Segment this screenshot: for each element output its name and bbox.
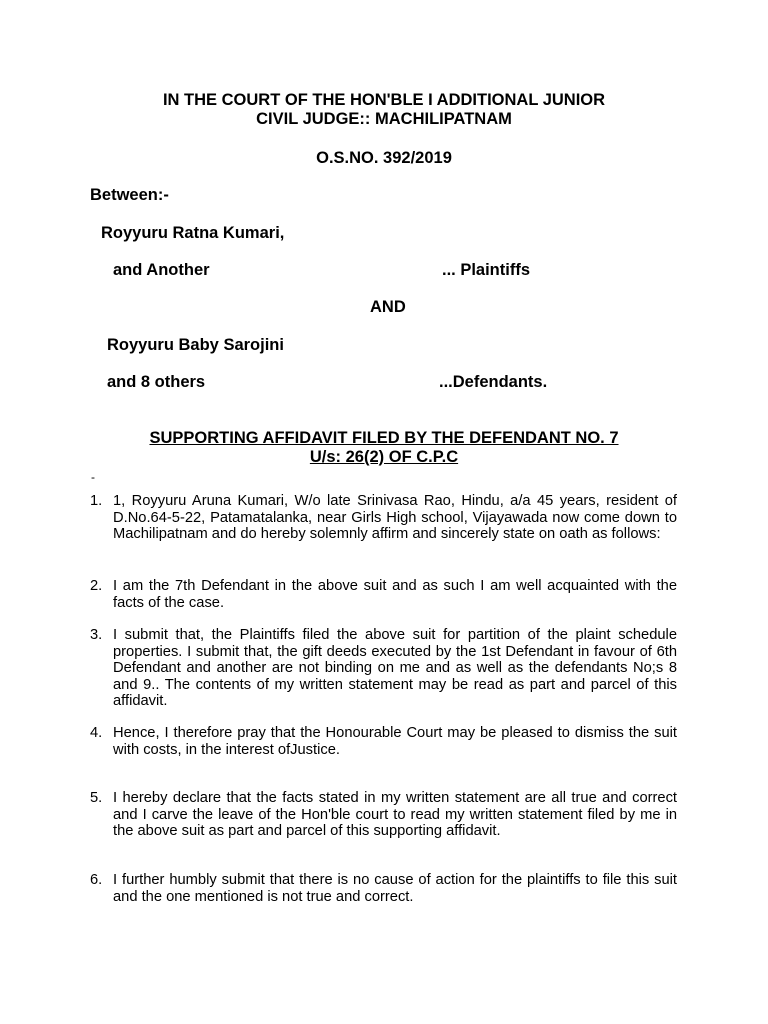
paragraph-number: 4. xyxy=(90,725,103,741)
case-number: O.S.NO. 392/2019 xyxy=(316,149,452,167)
court-heading-line-1: IN THE COURT OF THE HON'BLE I ADDITIONAL JUNIOR xyxy=(162,91,606,109)
paragraph-text: Hence, I therefore pray that the Honourable Court may be pleased to dismiss the suit with costs, in the interest ofJustice. xyxy=(113,725,677,758)
paragraph-text: I am the 7th Defendant in the above suit and as such I am well acquainted with the facts of the case. xyxy=(113,578,677,611)
plaintiff-role: ... Plaintiffs xyxy=(442,261,531,279)
paragraph-number: 3. xyxy=(90,627,103,643)
paragraph-number: 6. xyxy=(90,872,103,888)
affidavit-title xyxy=(60,429,708,467)
paragraph-4 xyxy=(90,725,677,758)
paragraph-1 xyxy=(90,493,677,543)
affidavit-title-line-1: SUPPORTING AFFIDAVIT FILED BY THE DEFENDANT NO. 7 xyxy=(149,429,619,447)
paragraph-text: I submit that, the Plaintiffs filed the above suit for partition of the plaint schedule properties. I submit that, the gift deeds executed by the 1st Defendant in favour of 6th Defendant and another are not binding on me and as well as the defendants No;s 8 and 9.. The contents of my written statement may be read as part and parcel of this affidavit. xyxy=(113,627,677,709)
court-heading-line-2: CIVIL JUDGE:: MACHILIPATNAM xyxy=(256,110,512,128)
paragraph-number: 1. xyxy=(90,493,103,509)
paragraph-3 xyxy=(90,627,677,710)
paragraph-5 xyxy=(90,790,677,840)
and-label: AND xyxy=(370,298,406,316)
defendant-and-others: and 8 others xyxy=(107,373,206,391)
paragraph-number: 5. xyxy=(90,790,103,806)
paragraph-number: 2. xyxy=(90,578,103,594)
between-label: Between:- xyxy=(90,186,169,204)
affidavit-title-line-2: U/s: 26(2) OF C.P.C xyxy=(309,448,459,466)
court-heading xyxy=(80,91,688,129)
paragraph-text: I further humbly submit that there is no cause of action for the plaintiffs to file this suit and the one mentioned is not true and correct. xyxy=(113,872,677,905)
paragraph-6 xyxy=(90,872,677,905)
defendant-name: Royyuru Baby Sarojini xyxy=(107,336,284,354)
defendant-role: ...Defendants. xyxy=(439,373,548,391)
plaintiff-name: Royyuru Ratna Kumari, xyxy=(101,224,285,242)
stray-dash: - xyxy=(91,470,95,484)
paragraph-text: 1, Royyuru Aruna Kumari, W/o late Srinivasa Rao, Hindu, a/a 45 years, resident of D.No.64-5-22, Patamatalanka, near Girls High school, Vijayawada now come down to Machilipatnam and do hereby solemnly affirm and sincerely state on oath as follows: xyxy=(113,493,677,542)
paragraph-text: I hereby declare that the facts stated in my written statement are all true and correct and I carve the leave of the Hon'ble court to read my written statement filed by me in the above suit as part and parcel of this supporting affidavit. xyxy=(113,790,677,839)
plaintiff-and-others: and Another xyxy=(113,261,210,279)
paragraph-2 xyxy=(90,578,677,611)
